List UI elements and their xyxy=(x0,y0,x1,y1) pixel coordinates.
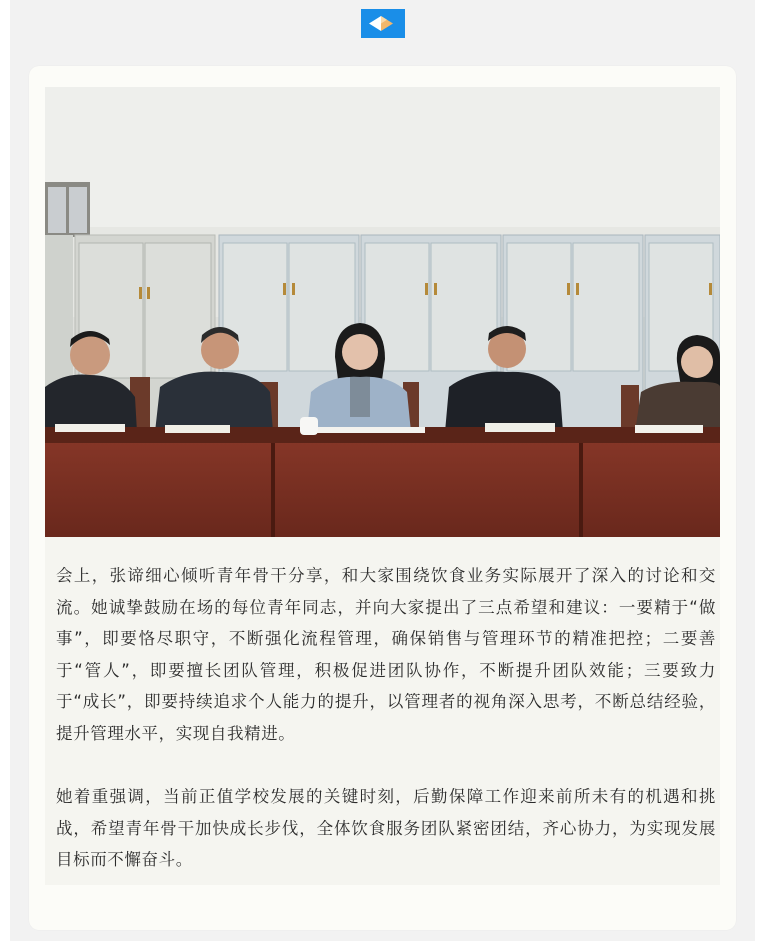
meeting-photo-illustration xyxy=(45,87,720,537)
play-arrows-icon xyxy=(361,9,405,38)
meeting-photo xyxy=(45,87,720,537)
article-paragraph-1: 会上，张谛细心倾听青年骨干分享，和大家围绕饮食业务实际展开了深入的讨论和交流。她诚挚鼓励在场的每位青年同志，并向大家提出了三点希望和建议：一要精于“做事”，即要恪尽职守，不断强化流程管理，确保销售与管理环节的精准把控；二要善于“管人”，即要擅长团队管理，积极促进团队协作，不断提升团队效能；三要致力于“成长”，即要持续追求个人能力的提升，以管理者的视角深入思考，不断总结经验，提升管理水平，实现自我精进。 xyxy=(56,566,716,743)
top-banner-badge[interactable] xyxy=(361,9,405,38)
article-paragraph-2: 她着重强调，当前正值学校发展的关键时刻，后勤保障工作迎来前所未有的机遇和挑战，希望青年骨干加快成长步伐，全体饮食服务团队紧密团结，齐心协力，为实现发展目标而不懈奋斗。 xyxy=(56,787,716,869)
